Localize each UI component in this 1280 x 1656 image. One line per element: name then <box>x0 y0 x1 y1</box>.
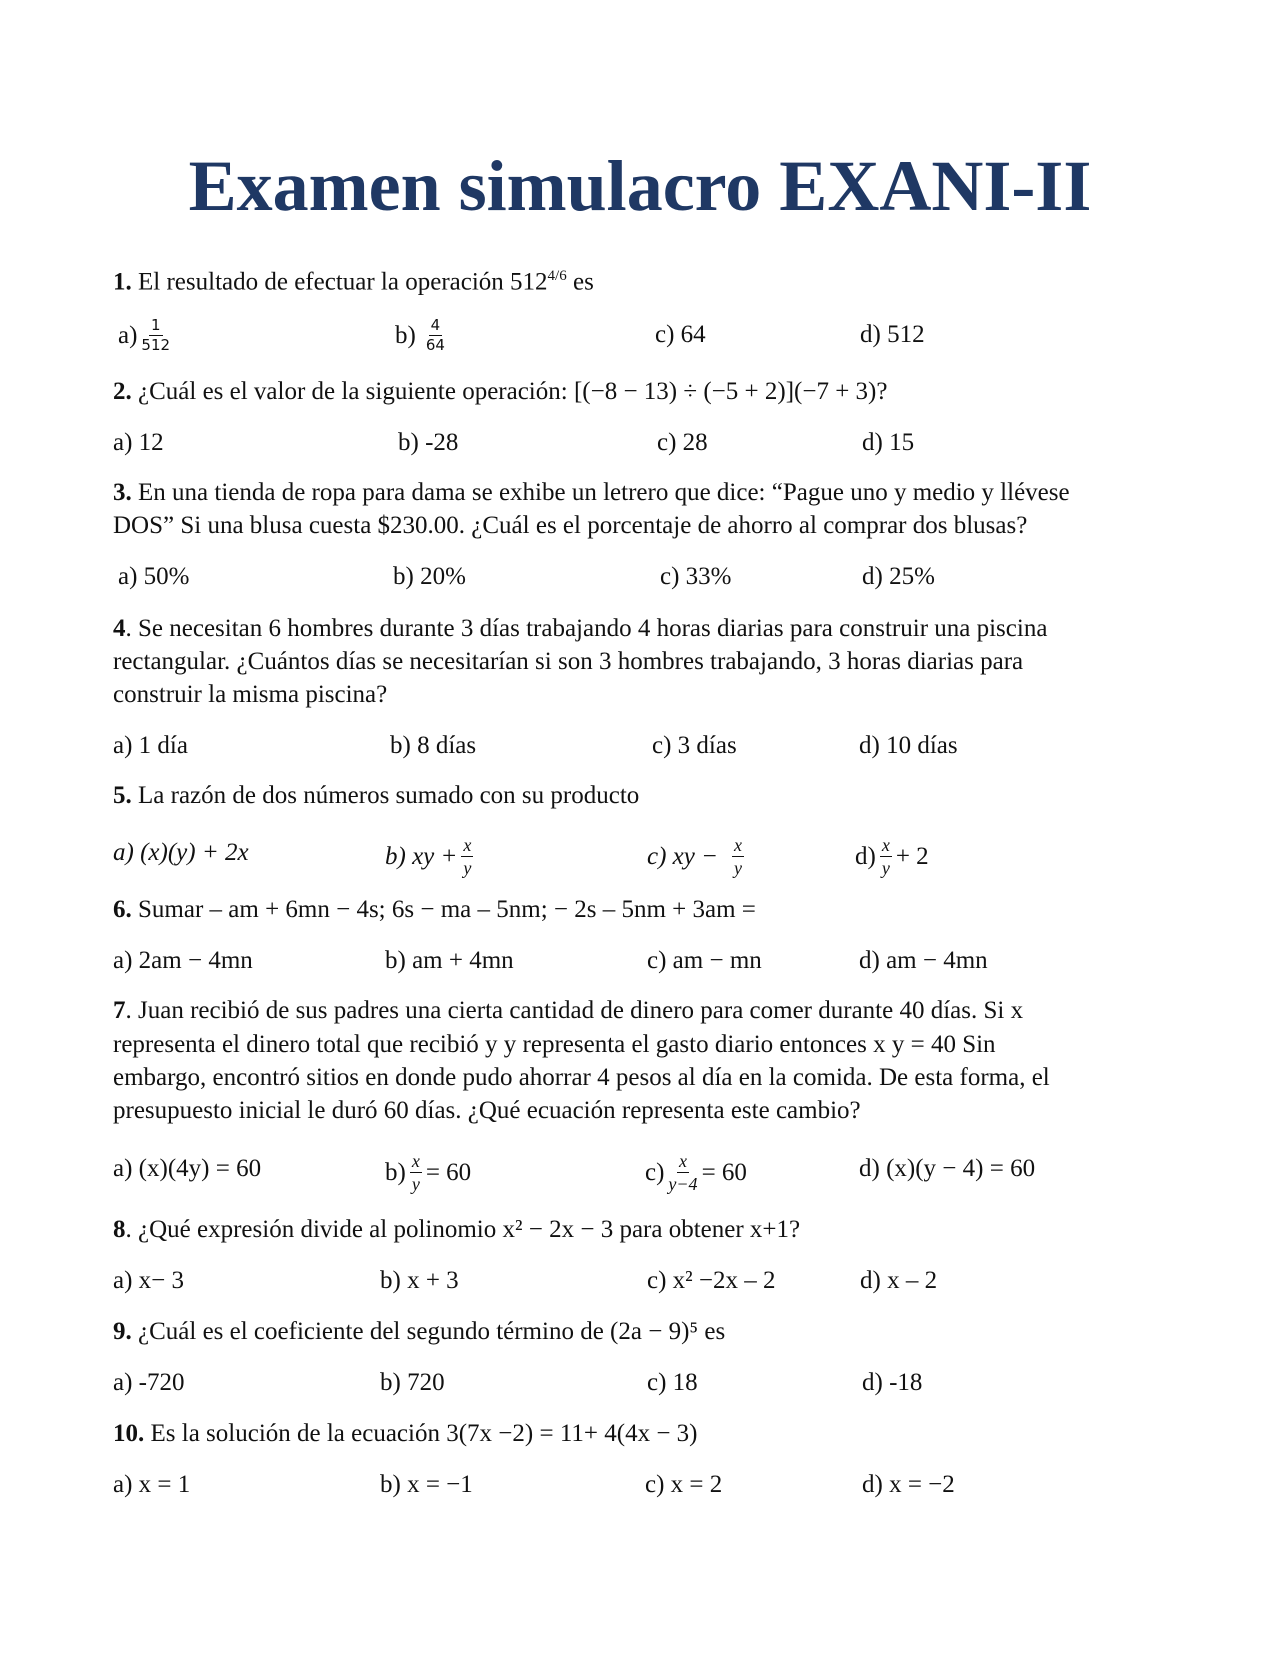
fraction <box>426 318 445 353</box>
option-d: d) x – 2 <box>860 1267 938 1294</box>
option-a: a) 50% <box>118 563 190 590</box>
option-c <box>645 1152 747 1193</box>
exponent: 4/6 <box>547 268 567 284</box>
option-c: c) am − mn <box>647 947 762 974</box>
option-b <box>385 836 477 877</box>
option-b: b) 20% <box>393 563 466 590</box>
question-3-line-2: DOS” Si una blusa cuesta $230.00. ¿Cuál es el porcentaje de ahorro al comprar dos blusas? <box>113 512 1028 539</box>
option-d: d) -18 <box>862 1369 923 1396</box>
denominator: 512 <box>141 336 171 354</box>
option-label: b) <box>385 1159 406 1186</box>
question-10 <box>113 1417 698 1450</box>
question-number: 4 <box>113 615 126 642</box>
option-b: b) am + 4mn <box>385 947 514 974</box>
numerator: x <box>678 1151 687 1171</box>
option-c: c) 33% <box>660 563 732 590</box>
option-a <box>113 836 249 869</box>
numerator: x <box>733 835 742 855</box>
question-number: 3. <box>113 479 132 506</box>
option-text: a) (x)(y) + 2x <box>113 839 249 866</box>
question-text: Es la solución de la ecuación 3(7x −2) = 11+ 4(4x − 3) <box>144 1420 698 1447</box>
option-c: c) 3 días <box>652 732 737 759</box>
question-text: . Juan recibió de sus padres una cierta cantidad de dinero para comer durante 40 días. Si x <box>125 997 1024 1024</box>
numerator: 4 <box>430 316 441 334</box>
question-text: . ¿Qué expresión divide al polinomio x² − 2x − 3 para obtener x+1? <box>125 1216 801 1243</box>
question-7-line-2: representa el dinero total que recibió y y representa el gasto diario entonces x y = 40 Sin <box>113 1031 996 1058</box>
option-a: a) 2am − 4mn <box>113 947 253 974</box>
question-9 <box>113 1315 725 1348</box>
option-text: b) xy + <box>385 843 458 870</box>
question-number: 9. <box>113 1318 132 1345</box>
question-text: ¿Cuál es el valor de la siguiente operación: [(−8 − 13) ÷ (−5 + 2)](−7 + 3)? <box>131 378 888 405</box>
option-b: b) 8 días <box>390 732 477 759</box>
question-text: En una tienda de ropa para dama se exhibe un letrero que dice: “Pague uno y medio y llévese <box>131 479 1070 506</box>
question-4-line-3: construir la misma piscina? <box>113 681 388 708</box>
question-1 <box>113 260 594 298</box>
question-text: El resultado de efectuar la operación 512 <box>131 268 548 296</box>
fraction <box>732 836 744 877</box>
denominator: 64 <box>425 336 445 354</box>
option-c: c) x² −2x – 2 <box>647 1267 776 1294</box>
question-4-line-2: rectangular. ¿Cuántos días se necesitarían si son 3 hombres trabajando, 3 horas diarias para <box>113 648 1024 675</box>
numerator: 1 <box>150 316 161 334</box>
option-b <box>395 318 449 353</box>
option-d: d) (x)(y − 4) = 60 <box>859 1155 1036 1182</box>
option-a: a) 1 día <box>113 732 188 759</box>
numerator: x <box>463 835 472 855</box>
question-number: 6. <box>113 896 132 923</box>
fraction <box>410 1152 422 1193</box>
numerator: x <box>881 835 890 855</box>
option-d: d) x = −2 <box>862 1471 955 1498</box>
question-2 <box>113 375 887 408</box>
question-4 <box>113 612 1047 645</box>
option-d <box>855 836 929 877</box>
option-a: a) (x)(4y) = 60 <box>113 1155 262 1182</box>
fraction <box>880 836 892 877</box>
question-text: La razón de dos números sumado con su producto <box>131 782 640 809</box>
question-7 <box>113 994 1023 1027</box>
option-text: = 60 <box>425 1159 472 1186</box>
option-text: + 2 <box>895 843 929 870</box>
option-label: d) <box>855 843 876 870</box>
numerator: x <box>411 1151 420 1171</box>
option-c: c) 28 <box>657 429 708 456</box>
option-a: a) 12 <box>113 429 164 456</box>
option-b: b) x = −1 <box>380 1471 473 1498</box>
question-number: 5. <box>113 782 132 809</box>
question-number: 7 <box>113 997 126 1024</box>
option-c: c) x = 2 <box>645 1471 723 1498</box>
question-text: Sumar – am + 6mn − 4s; 6s − ma – 5nm; − 2s – 5nm + 3am = <box>131 896 756 923</box>
option-b: b) x + 3 <box>380 1267 459 1294</box>
option-a <box>118 318 174 353</box>
option-c <box>647 836 748 877</box>
question-text: ¿Cuál es el coeficiente del segundo término de (2a − 9)⁵ es <box>131 1318 726 1345</box>
denominator: y <box>881 858 890 878</box>
question-number: 1. <box>113 268 132 296</box>
question-5 <box>113 779 639 812</box>
option-text: c) xy − <box>647 843 718 870</box>
option-d: d) am − 4mn <box>859 947 988 974</box>
option-a: a) x = 1 <box>113 1471 191 1498</box>
option-a: a) -720 <box>113 1369 185 1396</box>
question-6 <box>113 893 756 926</box>
denominator: y <box>411 1174 420 1194</box>
denominator: y−4 <box>668 1174 698 1194</box>
question-7-line-4: presupuesto inicial le duró 60 días. ¿Qué ecuación representa este cambio? <box>113 1097 861 1124</box>
question-8 <box>113 1213 800 1246</box>
fraction <box>141 318 170 353</box>
option-d: d) 25% <box>862 563 935 590</box>
option-label: b) <box>395 322 416 349</box>
option-c: c) 64 <box>655 321 706 348</box>
option-d: d) 512 <box>860 321 925 348</box>
option-b: b) -28 <box>398 429 459 456</box>
denominator: y <box>733 858 742 878</box>
question-7-line-3: embargo, encontró sitios en donde pudo ahorrar 4 pesos al día en la comida. De esta forma, el <box>113 1064 1050 1091</box>
option-label: a) <box>118 322 138 349</box>
fraction <box>668 1152 697 1193</box>
question-number: 10. <box>113 1420 145 1447</box>
denominator: y <box>463 858 472 878</box>
option-d: d) 15 <box>862 429 915 456</box>
option-b: b) 720 <box>380 1369 445 1396</box>
question-text: es <box>566 268 594 296</box>
option-a: a) x− 3 <box>113 1267 185 1294</box>
question-number: 8 <box>113 1216 126 1243</box>
option-d: d) 10 días <box>859 732 958 759</box>
option-c: c) 18 <box>647 1369 698 1396</box>
question-3 <box>113 476 1070 509</box>
question-text: . Se necesitan 6 hombres durante 3 días trabajando 4 horas diarias para construir una piscina <box>125 615 1048 642</box>
option-b <box>385 1152 471 1193</box>
option-label: c) <box>645 1159 665 1186</box>
page-title: Examen simulacro EXANI-II <box>188 146 1092 226</box>
fraction <box>461 836 473 877</box>
option-text: = 60 <box>701 1159 747 1186</box>
question-number: 2. <box>113 378 132 405</box>
